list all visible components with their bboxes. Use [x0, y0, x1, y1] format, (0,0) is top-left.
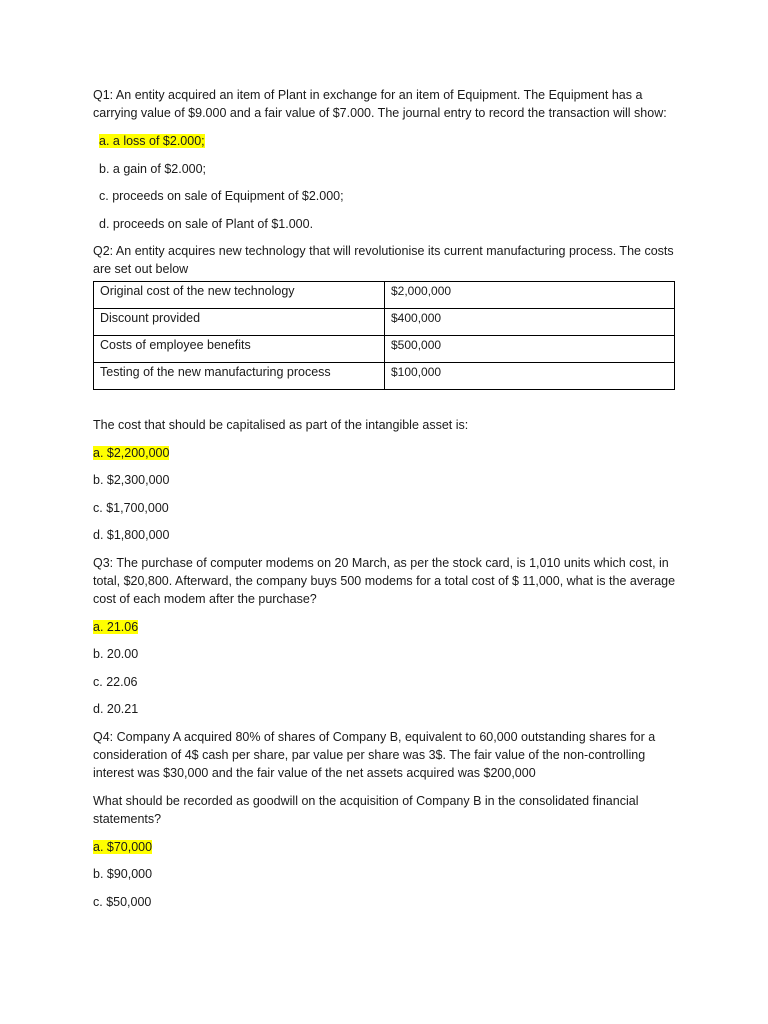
table-cell-item: Testing of the new manufacturing process [94, 363, 385, 390]
table-cell-item: Discount provided [94, 309, 385, 336]
answer-highlight: a. a loss of $2.000; [99, 134, 205, 148]
table-cell-amount: $400,000 [385, 309, 675, 336]
q2-option-a [93, 444, 678, 462]
q2-option-d: d. $1,800,000 [93, 528, 170, 542]
q1-option-b: b. a gain of $2.000; [99, 161, 207, 176]
table-cell-amount: $100,000 [385, 363, 675, 390]
q1-option-c: c. proceeds on sale of Equipment of $2.000; [99, 189, 344, 203]
question-3-text: Q3: The purchase of computer modems on 20 March, as per the stock card, is 1,010 units which cost, in total, $20,800. Afterward, the company buys 500 modems for a total cost of $ 11,000, what is the average cost of each modem after the purchase? [93, 555, 676, 606]
q3-option-c: c. 22.06 [93, 674, 138, 689]
q3-option-b: b. 20.00 [93, 647, 139, 661]
answer-highlight: a. $70,000 [93, 839, 153, 854]
q2-option-c: c. $1,700,000 [93, 500, 169, 515]
q4-option-c: c. $50,000 [93, 894, 152, 909]
q1-option-a [93, 132, 678, 150]
document-page [93, 86, 678, 920]
table-cell-item: Costs of employee benefits [94, 336, 385, 363]
q3-option-a [93, 618, 678, 636]
answer-highlight: a. 21.06 [93, 619, 139, 634]
question-2-prompt: The cost that should be capitalised as part of the intangible asset is: [93, 418, 469, 432]
table-cell-amount: $2,000,000 [385, 282, 675, 309]
q4-option-b: b. $90,000 [93, 867, 153, 881]
table-row [94, 309, 675, 336]
q1-option-d: d. proceeds on sale of Plant of $1.000. [99, 216, 314, 231]
cost-table [93, 281, 675, 390]
table-row [94, 336, 675, 363]
q2-option-b: b. $2,300,000 [93, 473, 170, 487]
table-row [94, 282, 675, 309]
q3-option-d: d. 20.21 [93, 702, 139, 716]
table-cell-item: Original cost of the new technology [94, 282, 385, 309]
q4-option-a [93, 838, 678, 856]
question-4-prompt: What should be recorded as goodwill on the acquisition of Company B in the consolidated financial statements? [93, 793, 639, 826]
table-row [94, 363, 675, 390]
table-cell-amount: $500,000 [385, 336, 675, 363]
answer-highlight: a. $2,200,000 [93, 445, 170, 460]
question-2-text: Q2: An entity acquires new technology that will revolutionise its current manufacturing process. The costs are set out below [93, 244, 674, 276]
question-4-text: Q4: Company A acquired 80% of shares of Company B, equivalent to 60,000 outstanding shares for a consideration of 4$ cash per share, par value per share was 3$. The fair value of the non-controlling interest was $30,000 and the fair value of the net assets acquired was $200,000 [93, 729, 656, 780]
question-1-text: Q1: An entity acquired an item of Plant in exchange for an item of Equipment. The Equipment has a carrying value of $9.000 and a fair value of $7.000. The journal entry to record the transaction will show: [93, 88, 667, 120]
